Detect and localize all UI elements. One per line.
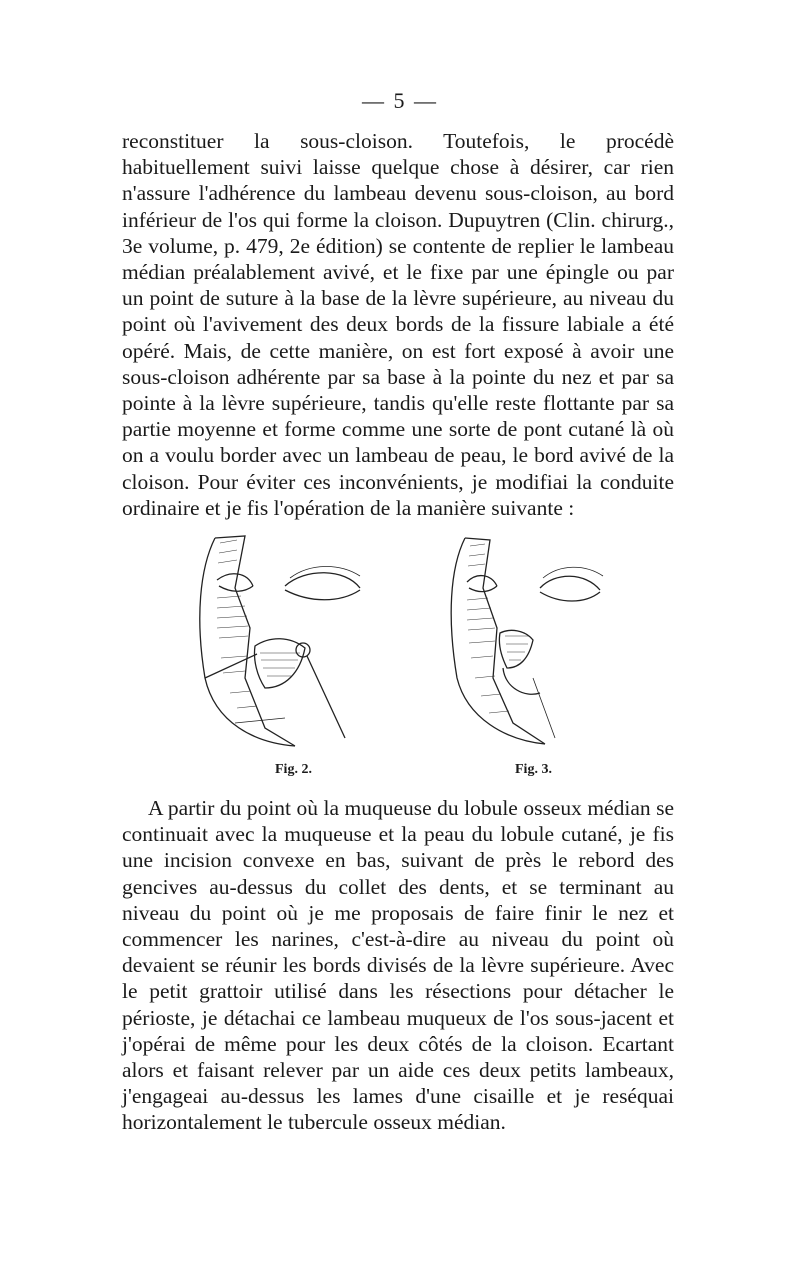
face-illustration-fig3 bbox=[425, 528, 655, 748]
face-illustration-fig2 bbox=[175, 528, 405, 748]
paragraph-1 bbox=[122, 128, 674, 521]
paragraph-text: reconstituer la sous-cloison. Toutefois, le procédè habituellement suivi laisse quelque chose à désirer, car rien n'assure l'adhérence du lambeau devenu sous-cloison, au bord inférieur de l'os qui forme la cloison. Dupuytren (Clin. chirurg., 3e volume, p. 479, 2e édition) se contente de replier le lambeau médian préalablement avivé, et le fixe par une épingle ou par un point de suture à la base de la lèvre supérieure, au niveau du point où l'avivement des deux bords de la fissure labiale a été opéré. Mais, de cette manière, on est fort exposé à avoir une sous-cloison adhérente par sa base à la pointe du nez et par sa pointe à la lèvre supérieure, tandis qu'elle reste flottante par sa partie moyenne et forme comme une sorte de pont cutané là où on a voulu border avec un lambeau de peau, le bord avivé de la cloison. Pour éviter ces inconvénients, je modifiai la conduite ordinaire et je fis l'opération de la manière suivante : bbox=[122, 129, 674, 520]
figure-3-caption: Fig. 3. bbox=[515, 762, 552, 777]
figure-3 bbox=[425, 528, 655, 778]
figures-row bbox=[120, 528, 680, 778]
figure-2-caption: Fig. 2. bbox=[275, 762, 312, 777]
page-number: — 5 — bbox=[362, 88, 438, 113]
figure-2 bbox=[175, 528, 405, 778]
paragraph-2 bbox=[122, 795, 674, 1136]
paragraph-text: A partir du point où la muqueuse du lobule osseux médian se continuait avec la muqueuse et la peau du lobule cutané, je fis une incision convexe en bas, suivant de près le rebord des gencives au-dessus du collet des dents, et se terminant au niveau du point où je me proposais de faire finir le nez et commencer les narines, c'est-à-dire au niveau du point où devaient se réunir les bords divisés de la lèvre supérieure. Avec le petit grattoir utilisé dans les résections pour détacher le périoste, je détachai ce lambeau muqueux de l'os sous-jacent et j'opérai de même pour les deux côtés de la cloison. Ecartant alors et faisant relever par un aide ces deux petits lambeaux, j'engageai au-dessus les lames d'une cisaille et je reséquai horizontalement le tubercule osseux médian. bbox=[122, 796, 674, 1135]
